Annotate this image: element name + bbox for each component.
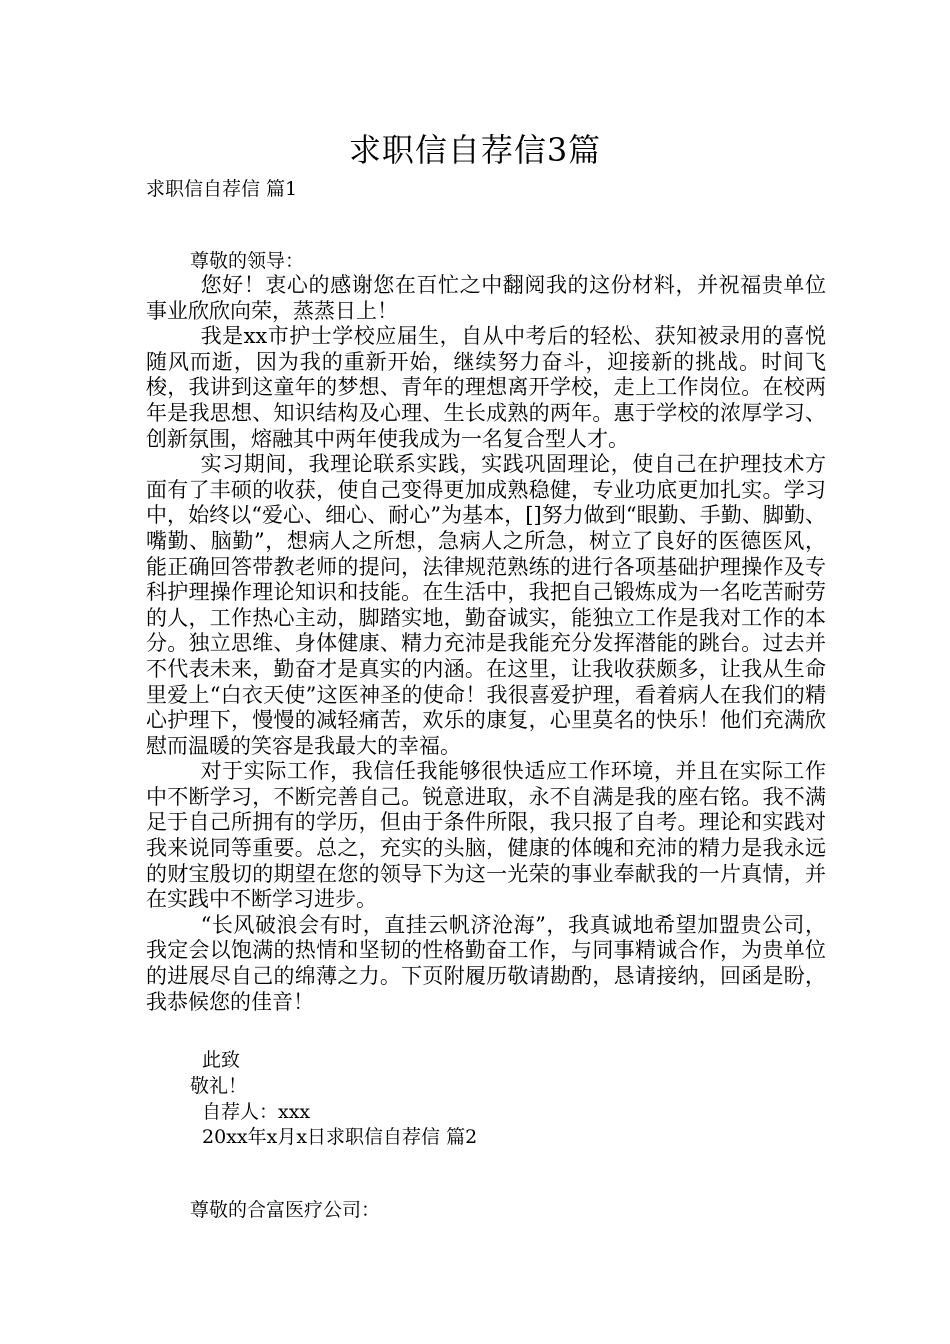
salutation-company: 尊敬的合富医疗公司： [190, 1199, 381, 1221]
paragraph-introduction: 我是xx市护士学校应届生，自从中考后的轻松、获知被录用的喜悦随风而逝，因为我的重新开始，继续努力奋斗，迎接新的挑战。时间飞梭，我讲到这童年的梦想、青年的理想离开学校，走上工作岗位。在校两年是我思想、知识结构及心理、生长成熟的两年。惠于学校的浓厚学习、创新氛围，熔融其中两年使我成为一名复合型人才。 [146, 324, 826, 451]
date-and-section-2-heading: 20xx年x月x日求职信自荐信 篇2 [202, 1126, 478, 1148]
closing-jing-li: 敬礼！ [190, 1075, 248, 1097]
signature-line: 自荐人：xxx [202, 1101, 311, 1123]
section-1-heading: 求职信自荐信 篇1 [146, 178, 298, 200]
closing-ci-zhi: 此致 [202, 1049, 241, 1071]
paragraph-greeting: 您好！衷心的感谢您在百忙之中翻阅我的这份材料，并祝福贵单位事业欣欣向荣，蒸蒸日上！ [146, 273, 826, 323]
letter-body [146, 273, 826, 1015]
document-title: 求职信自荐信3篇 [348, 131, 602, 169]
paragraph-closing-wish: “长风破浪会有时，直挂云帆济沧海”，我真诚地希望加盟贵公司，我定会以饱满的热情和坚韧的性格勤奋工作，与同事精诚合作，为贵单位的进展尽自己的绵薄之力。下页附履历敬请勘酌，恳请接纳，回函是盼，我恭候您的佳音！ [146, 912, 826, 1014]
paragraph-internship: 实习期间，我理论联系实践，实践巩固理论，使自己在护理技术方面有了丰硕的收获，使自己变得更加成熟稳健，专业功底更加扎实。学习中，始终以“爱心、细心、耐心”为基本，[]努力做到“眼勤、手勤、脚勤、嘴勤、脑勤”，想病人之所想，急病人之所急，树立了良好的医德医风，能正确回答带教老师的提问，法律规范熟练的进行各项基础护理操作及专科护理操作理论知识和技能。在生活中，我把自己锻炼成为一名吃苦耐劳的人，工作热心主动，脚踏实地，勤奋诚实，能独立工作是我对工作的本分。独立思维、身体健康、精力充沛是我能充分发挥潜能的跳台。过去并不代表未来，勤奋才是真实的内涵。在这里，让我收获颇多，让我从生命里爱上“白衣天使”这医神圣的使命！我很喜爱护理，看着病人在我们的精心护理下，慢慢的减轻痛苦，欢乐的康复，心里莫名的快乐！他们充满欣慰而温暖的笑容是我最大的幸福。 [146, 452, 826, 758]
salutation-leader: 尊敬的领导： [190, 250, 305, 272]
paragraph-work-attitude: 对于实际工作，我信任我能够很快适应工作环境，并且在实际工作中不断学习，不断完善自己。锐意进取，永不自满是我的座右铭。我不满足于自己所拥有的学历，但由于条件所限，我只报了自考。理论和实践对我来说同等重要。总之，充实的头脑，健康的体魄和充沛的精力是我永远的财宝殷切的期望在您的领导下为这一光荣的事业奉献我的一片真情，并在实践中不断学习进步。 [146, 759, 826, 912]
